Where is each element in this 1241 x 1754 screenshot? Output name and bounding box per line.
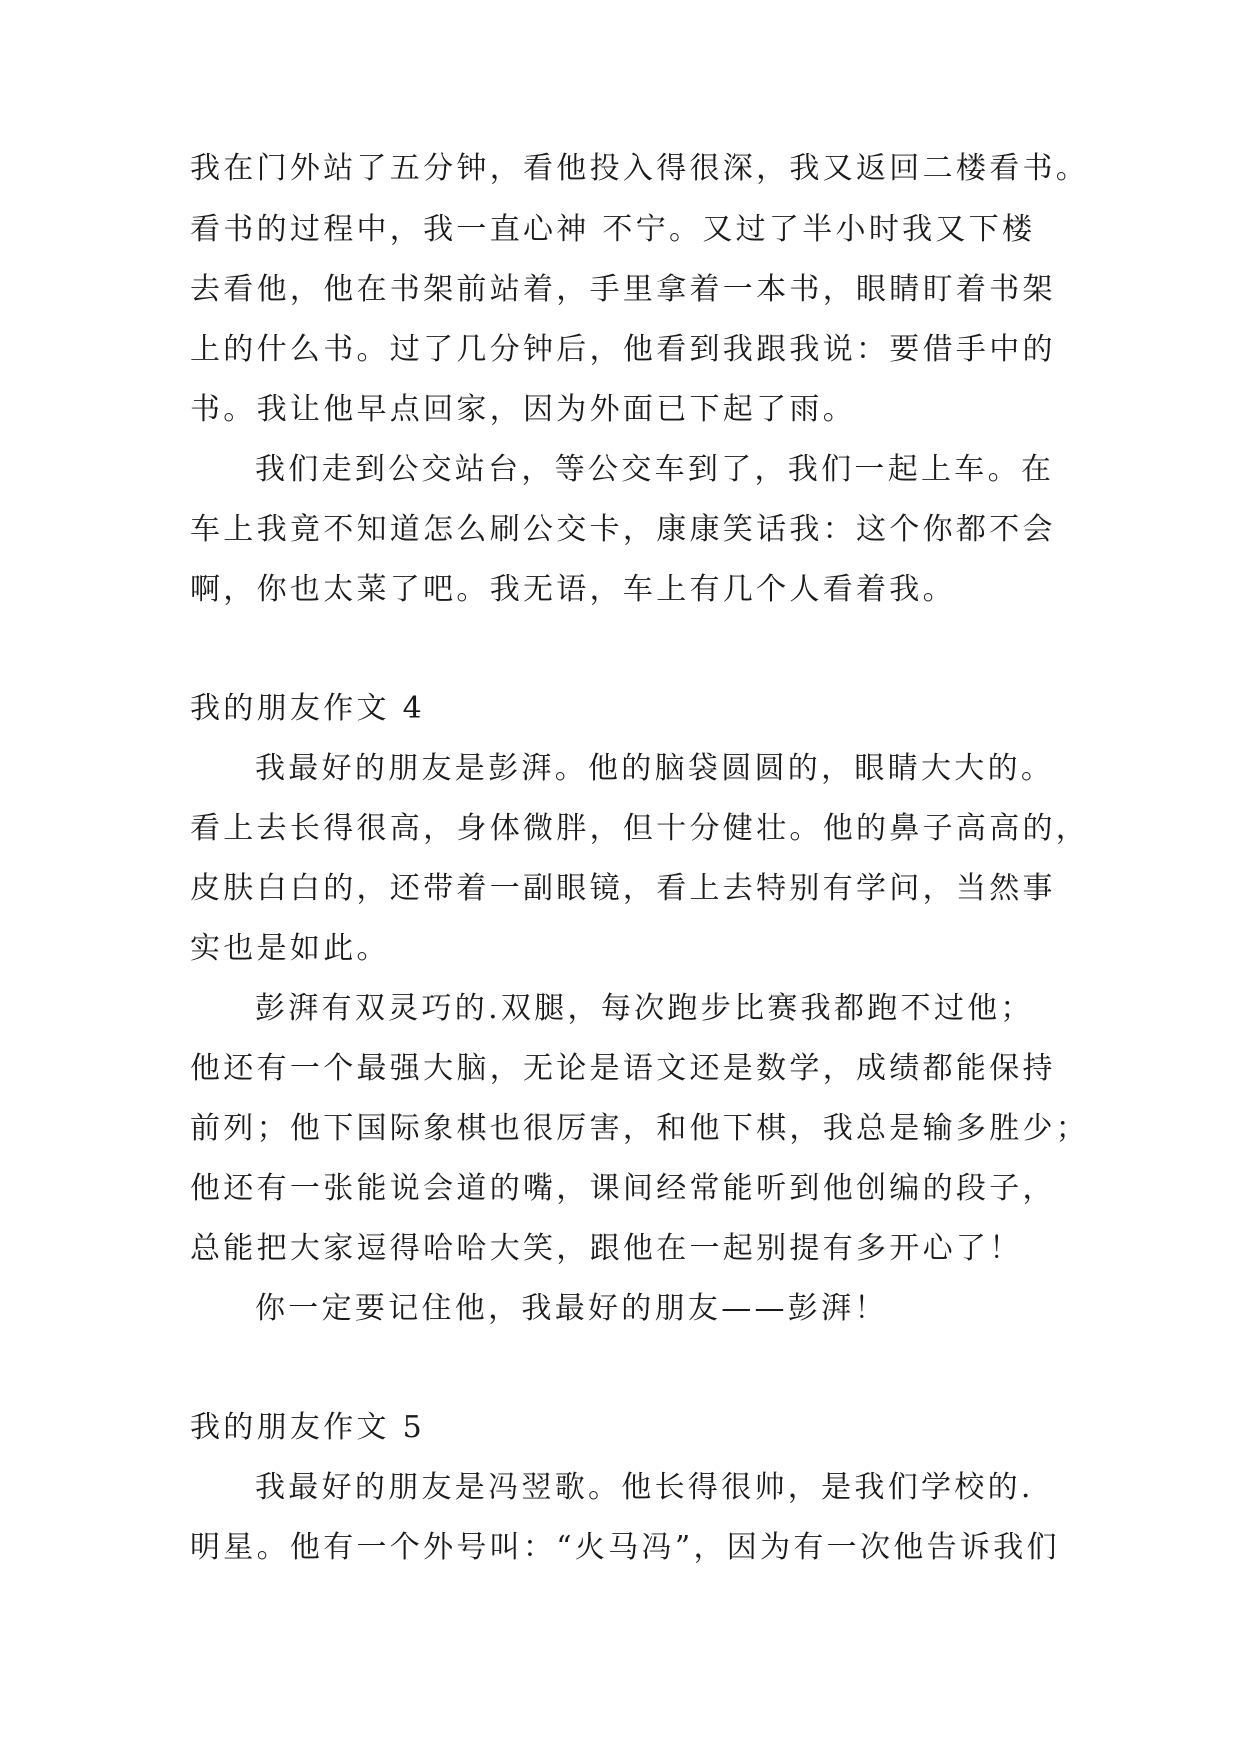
paragraph-line: 我最好的朋友是冯翌歌。他长得很帅，是我们学校的.	[255, 1470, 1034, 1505]
section-heading: 我的朋友作文 4	[190, 691, 426, 726]
paragraph-line: 啊，你也太菜了吧。我无语，车上有几个人看着我。	[190, 572, 956, 607]
paragraph-line: 前列；他下国际象棋也很厉害，和他下棋，我总是输多胜少；	[190, 1111, 1090, 1146]
section-heading: 我的朋友作文 5	[190, 1410, 426, 1445]
paragraph-line: 我们走到公交站台，等公交车到了，我们一起上车。在	[255, 452, 1055, 487]
paragraph-line: 我最好的朋友是彭湃。他的脑袋圆圆的，眼睛大大的。	[255, 751, 1055, 786]
paragraph-line: 明星。他有一个外号叫：“火马冯”，因为有一次他告诉我们	[190, 1530, 1060, 1565]
paragraph-line: 去看他，他在书架前站着，手里拿着一本书，眼睛盯着书架	[190, 272, 1056, 307]
paragraph-line: 他还有一张能说会道的嘴，课间经常能听到他创编的段子，	[190, 1171, 1056, 1206]
paragraph-line: 车上我竟不知道怎么刷公交卡，康康笑话我：这个你都不会	[190, 512, 1056, 547]
paragraph-line: 你一定要记住他，我最好的朋友——彭湃！	[255, 1291, 888, 1326]
paragraph-line: 总能把大家逗得哈哈大笑，跟他在一起别提有多开心了！	[190, 1231, 1023, 1266]
paragraph-line: 看上去长得很高，身体微胖，但十分健壮。他的鼻子高高的，	[190, 811, 1090, 846]
paragraph-line: 书。我让他早点回家，因为外面已下起了雨。	[190, 392, 856, 427]
paragraph-line: 实也是如此。	[190, 931, 390, 966]
paragraph-line: 彭湃有双灵巧的.双腿，每次跑步比赛我都跑不过他；	[255, 991, 1034, 1026]
paragraph-line: 我在门外站了五分钟，看他投入得很深，我又返回二楼看书。	[190, 151, 1090, 186]
paragraph-line: 上的什么书。过了几分钟后，他看到我跟我说：要借手中的	[190, 332, 1056, 367]
paragraph-line: 他还有一个最强大脑，无论是语文还是数学，成绩都能保持	[190, 1051, 1056, 1086]
paragraph-line: 皮肤白白的，还带着一副眼镜，看上去特别有学问，当然事	[190, 871, 1056, 906]
paragraph-line: 看书的过程中，我一直心神 不宁。又过了半小时我又下楼	[190, 212, 1036, 247]
